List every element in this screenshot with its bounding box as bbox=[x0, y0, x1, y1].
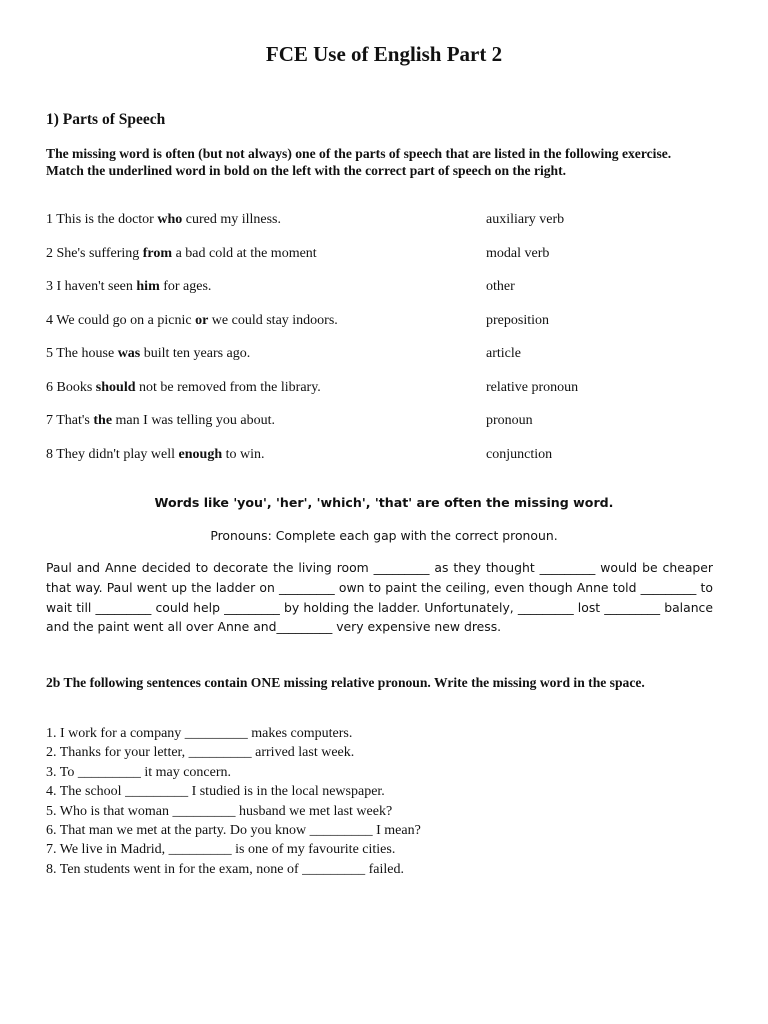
match-sentence: 2 She's suffering from a bad cold at the moment bbox=[46, 246, 317, 261]
part-of-speech-option: pronoun bbox=[486, 413, 533, 428]
section-1-instructions bbox=[46, 146, 726, 179]
list-item: 7. We live in Madrid, _________ is one of my favourite cities. bbox=[46, 842, 396, 858]
match-sentence: 5 The house was built ten years ago. bbox=[46, 346, 251, 361]
list-item: 8. Ten students went in for the exam, none of _________ failed. bbox=[46, 861, 405, 877]
list-item: 5. Who is that woman _________ husband we met last week? bbox=[46, 803, 393, 819]
list-item: 3. To _________ it may concern. bbox=[46, 764, 232, 780]
target-word: who bbox=[157, 212, 183, 227]
part-of-speech-option: auxiliary verb bbox=[486, 212, 565, 227]
instruction-line-2: Match the underlined word in bold on the left with the correct part of speech on the right. bbox=[46, 162, 567, 178]
part-of-speech-option: preposition bbox=[486, 313, 549, 328]
target-word: from bbox=[142, 246, 173, 261]
part-of-speech-option: article bbox=[486, 346, 521, 361]
pronouns-instruction: Pronouns: Complete each gap with the correct pronoun. bbox=[210, 528, 558, 543]
list-item: 4. The school _________ I studied is in the local newspaper. bbox=[46, 784, 385, 800]
part-of-speech-option: conjunction bbox=[486, 447, 553, 462]
list-item: 2. Thanks for your letter, _________ arrived last week. bbox=[46, 745, 355, 761]
list-item: 6. That man we met at the party. Do you know _________ I mean? bbox=[46, 823, 421, 839]
target-word: enough bbox=[178, 447, 223, 462]
section-1-heading: 1) Parts of Speech bbox=[46, 111, 166, 128]
match-sentence: 4 We could go on a picnic or we could stay indoors. bbox=[46, 313, 338, 328]
match-sentence: 1 This is the doctor who cured my illness. bbox=[46, 212, 282, 227]
pronouns-paragraph: Paul and Anne decided to decorate the living room _________ as they thought _________ would be cheaper that way. Paul went up the ladder on _________ own to paint the ceiling, even though Anne told _________ to wait till _________ could help _________ by holding the ladder. Unfortunately, _________ lost _________ balance and the paint went all over Anne and_________ very expensive new dress. bbox=[46, 560, 713, 635]
page-title: FCE Use of English Part 2 bbox=[265, 42, 503, 66]
section-2b-heading: 2b The following sentences contain ONE missing relative pronoun. Write the missing word in the space. bbox=[46, 675, 645, 690]
instruction-line-1: The missing word is often (but not always) one of the parts of speech that are listed in the following exercise. bbox=[46, 146, 672, 161]
part-of-speech-option: relative pronoun bbox=[486, 380, 579, 395]
match-sentence: 8 They didn't play well enough to win. bbox=[46, 447, 265, 462]
match-sentence: 7 That's the man I was telling you about. bbox=[46, 413, 275, 428]
missing-word-note: Words like 'you', 'her', 'which', 'that' are often the missing word. bbox=[154, 495, 614, 510]
part-of-speech-option: other bbox=[486, 279, 515, 294]
target-word: him bbox=[136, 279, 160, 294]
target-word: should bbox=[95, 380, 136, 395]
target-word: or bbox=[195, 313, 209, 328]
match-sentence: 3 I haven't seen him for ages. bbox=[46, 279, 212, 294]
part-of-speech-option: modal verb bbox=[486, 246, 550, 261]
relative-pronoun-list bbox=[46, 724, 421, 879]
target-word: was bbox=[117, 346, 141, 361]
list-item: 1. I work for a company _________ makes computers. bbox=[46, 726, 353, 741]
match-sentence: 6 Books should not be removed from the library. bbox=[46, 380, 321, 395]
target-word: the bbox=[93, 413, 113, 428]
